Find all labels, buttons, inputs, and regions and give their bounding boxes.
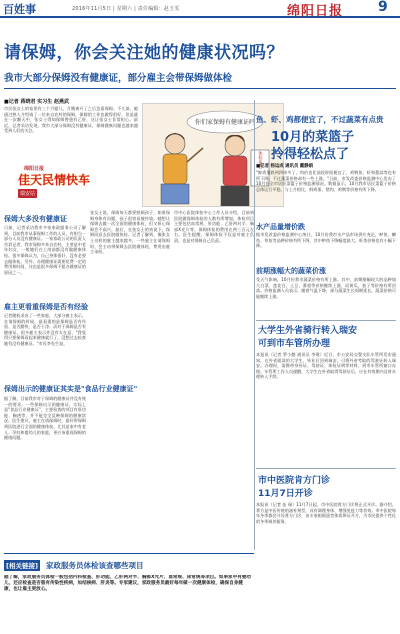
right2-headline-line2: 可到市车管所办理 bbox=[258, 339, 331, 349]
right-divider-1 bbox=[256, 320, 396, 321]
right-divider-2 bbox=[256, 468, 396, 469]
date-line: 2016年11月5日 | 星期六 | 责任编辑：赵玉雯 bbox=[72, 6, 180, 12]
right1-intro: "鲜鸡蛋跌到四块多了，肉价也比前段时间便宜了，鸡鸭鱼、虾和葱蒜等也有所下降，不过蔬菜价格却有一些上涨。"日前，市发改委价格监测中心发布了10月份全市居民菜篮子价格监测情况。数据显示，10月我市居民菜篮子价格总体运行平稳，与上月相比，鲜鸡蛋、猪肉、鸡鸭等价格有所下降。 bbox=[256, 170, 396, 192]
right1-sub1-text: 据市发改委价格监测中心统计，10月份我市水产品市场供应充足，鲈鱼、鲫鱼、草鱼等品种价格有所下降，其中鲈鱼下降幅度最大。虾类价格也有小幅下降。 bbox=[256, 232, 396, 249]
right1-headline-line2: 拎得轻松点了 bbox=[271, 147, 350, 162]
section-name: 百姓事 bbox=[3, 3, 36, 16]
column-logo bbox=[4, 165, 104, 205]
logo-main-text: 佳天民情快车 bbox=[18, 173, 91, 187]
right1-sub2-text: 受天气影响，10月份我市蔬菜价格有所上涨。其中，前期涨幅较大的品种如大白菜、莲花白、土豆、番茄等价格继续上涨，而黄瓜、茄子等价格有所回落。价格监测人员表示，随着气温下降，部分蔬菜生长周期延长，蔬菜价格可能继续上涨。 bbox=[256, 277, 396, 299]
main-byline: ■记者 蒋晓君 实习生 赵燕武 bbox=[4, 99, 69, 105]
column-divider bbox=[254, 100, 255, 550]
related-tag: [相关链接] bbox=[6, 562, 38, 570]
section2-text: 记者随机采访了一些家庭，大部分雇主表示，在请保姆的时候，最看重的是保姆是否有经验、是否勤快、是否干净。而对于保姆是否有健康证，很多雇主表示并没有太在意。"我觉得只要保姆看起来健康就行了，没想过去检查她有没有健康证。"市民李先生说。 bbox=[4, 313, 86, 346]
section1-text: 日前，记者采访我市多家家政服务公司了解到，目前我市从事保姆工作的人员，有相当一部分人员没有健康证。一家家政公司的负责人告诉记者，我市保姆多来自农村，主要是中老年妇女，一般她们在上岗前都没有做健康体检。很多保姆认为，自己身体很好，没有必要去做体检。另外，办理健康证需要花费一定的费用和时间，这也是很多保姆不愿办健康证的原因之一。 bbox=[4, 225, 86, 275]
main-headline: 请保姆，你会关注她的健康状况吗？ bbox=[4, 43, 284, 63]
right3-headline-line1: 市中医院肯方门诊 bbox=[258, 476, 331, 486]
right1-headline-line1: 10月的菜篮子 bbox=[271, 130, 355, 145]
report-label: 体检报告 bbox=[257, 151, 263, 169]
newspaper-brand: 绵阳日报 bbox=[287, 4, 344, 19]
right2-headline-line1: 大学生外省骑行转入瑞安 bbox=[258, 326, 358, 336]
main-col3-text: 市中心医院体检中心工作人员介绍，目前到医院做保姆体检的人数有所增加，体检项目主要包括血常规、肝功能、乙肝两对半、胸部X光片等。保姆体检的费用在两三百元左右。医生提醒，保姆体检不仅是对雇主负责，也是对保姆自己负责。 bbox=[174, 210, 254, 243]
headline-divider bbox=[4, 88, 396, 89]
right1-kicker: 鱼、虾、鸡都便宜了，不过蔬菜有点贵 bbox=[256, 115, 384, 124]
related-text: 据了解，家政服务员体检一般包括内科检查、肝功能、乙肝两对半、胸部X光片、血常规、尿常规等项目。如果家中有婴幼儿，还应检查是否患有传染性疾病，如结核病、肝炎等。专家建议，家政服务员最好每年做一次健康体检，确保自身健康，也让雇主更放心。 bbox=[4, 575, 252, 593]
right3-headline-line2: 11月7日开诊 bbox=[258, 489, 313, 499]
section2-title: 雇主更看重保姆是否有经验 bbox=[4, 303, 88, 311]
page-header bbox=[0, 0, 400, 18]
related-divider bbox=[4, 553, 254, 554]
main-col2-text: 张女士说，保姆每天都要照顾孩子，如果保姆身体有问题，孩子很容易被传染。她想让保姆去做一次全面的健康体检，但又担心保姆会不高兴。最后，在张女士的劝说下，保姆同意去医院做体检。记者了解到，像张女士这样的雇主越来越多，一些雇主在请保姆时，会主动带保姆去医院做体检，费用由雇主承担。 bbox=[90, 210, 170, 255]
right2-text: 本报讯（记者 罗小勤 通讯员 李建）近日，市公安局交警支队车管所发布通知，在外省就读的大学生，毕业后回到瑞安，可将外省考取的驾驶证转入瑞安。办理时，需携带身份证、驾驶证、体检证明等材料，到市车管所窗口办理。车管所工作人员提醒，大学生在外省取得驾驶证后，应在有效期内及时办理转入手续。 bbox=[256, 352, 396, 380]
main-intro: 市民张女士的家里有三个月婴儿，月嫂离开了之后急需保姆。不久前，她通过熟人介绍请了一位来自农村的保姆，保姆的工作也做得很好，但是就在一次聊天中，张女士得知保姆曾患有乙肝，这让张女士非常担心。最近，记者采访发现，我市大部分保姆没有健康证，保姆健康问题也越来越受到人们的关注。 bbox=[4, 106, 138, 134]
right3-text: 本报讯（记者 伍 瑞）11月7日起，市中医院膏方门诊将正式开诊。据介绍，膏方是中医传统的滋补剂型，具有调理身体、增强免疫力等功效。市中医院每年冬季都会开设膏方门诊，由专家根据患者体质辨证开方，为市民提供个性化的冬季调养服务。 bbox=[256, 502, 396, 524]
section3-title: 保姆出示的健康证其实是"食品行业健康证" bbox=[4, 385, 138, 393]
related-header bbox=[4, 560, 254, 572]
section1-title: 保姆大多没有健康证 bbox=[4, 215, 67, 223]
logo-tag: 瑞安站 bbox=[20, 191, 36, 197]
section3-text: 据了解，目前我市对于保姆的健康证并没有统一的要求。一些保姆出示的健康证，实际上是"食品行业健康证"，主要检查的项目有肝功能、胸透等，并不能完全反映保姆的健康状况。医生建议，雇主在请保姆时，最好带保姆到医院进行全面的健康体检，尤其是家中有老人、孕妇和婴幼儿的家庭，更应该重视保姆的健康问题。 bbox=[4, 396, 86, 441]
logo-small-text: 绵阳日报 bbox=[24, 166, 45, 172]
main-subhead: 我市大部分保姆没有健康证，部分雇主会带保姆做体检 bbox=[4, 73, 233, 84]
page-number: 9 bbox=[378, 0, 388, 15]
right1-byline: ■记者 杨运成 通讯员 戴静娟 bbox=[256, 164, 314, 169]
right1-sub1: 水产品量增价跌 bbox=[256, 223, 305, 231]
bubble-text: 你们家保姆有健康证吗 bbox=[194, 119, 256, 126]
related-title: 家政服务员体检该查哪些项目 bbox=[46, 561, 144, 570]
right1-sub2: 前期涨幅大的蔬菜价涨 bbox=[256, 267, 326, 275]
